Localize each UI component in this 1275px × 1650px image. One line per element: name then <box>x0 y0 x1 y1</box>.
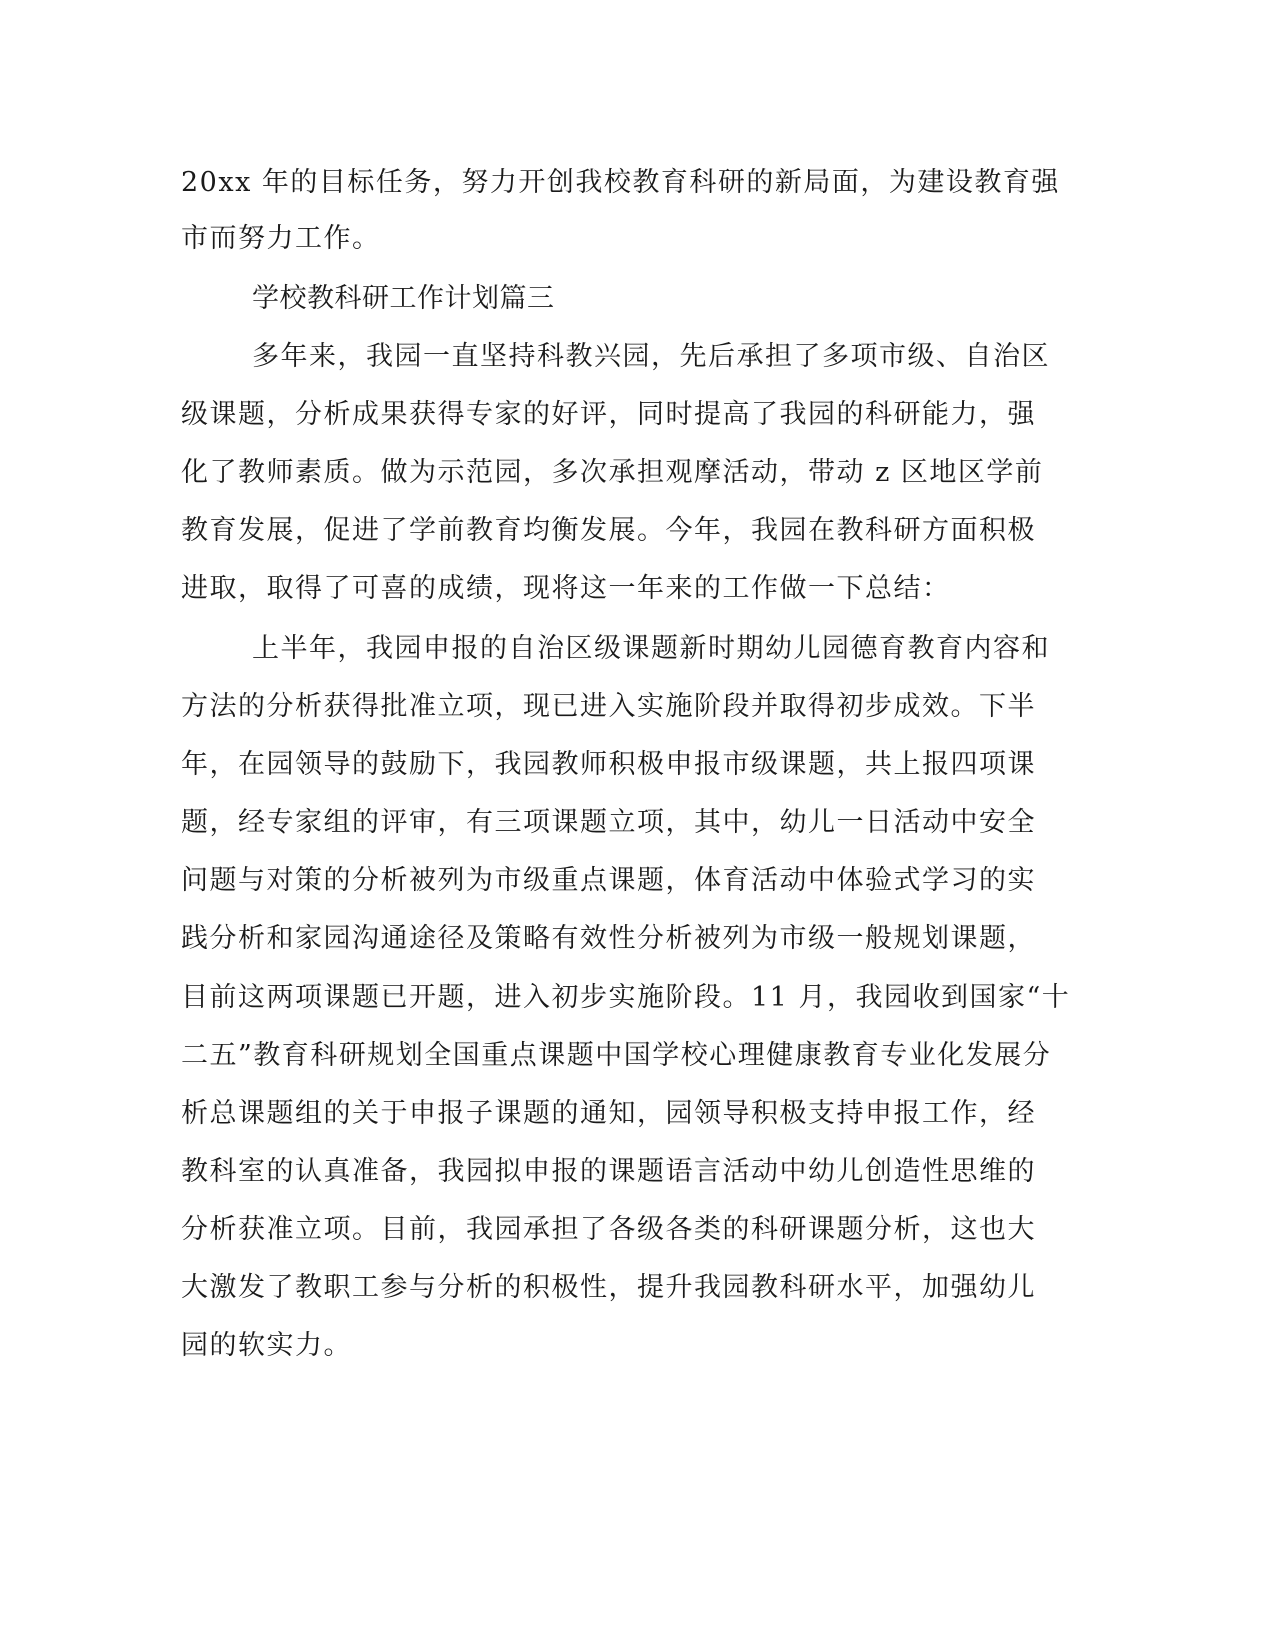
paragraph-line: 教育发展，促进了学前教育均衡发展。今年，我园在教科研方面积极 <box>181 515 1036 546</box>
paragraph-line: 进取，取得了可喜的成绩，现将这一年来的工作做一下总结： <box>181 573 951 604</box>
paragraph-line: 20xx 年的目标任务，努力开创我校教育科研的新局面，为建设教育强 <box>181 167 1060 198</box>
paragraph-line: 市而努力工作。 <box>181 223 381 254</box>
paragraph-line: 上半年，我园申报的自治区级课题新时期幼儿园德育教育内容和 <box>252 633 1050 664</box>
paragraph-line: 践分析和家园沟通途径及策略有效性分析被列为市级一般规划课题， <box>181 923 1036 954</box>
paragraph-line: 多年来，我园一直坚持科教兴园，先后承担了多项市级、自治区 <box>252 341 1050 372</box>
paragraph-line: 年，在园领导的鼓励下，我园教师积极申报市级课题，共上报四项课 <box>181 749 1036 780</box>
paragraph-line: 二五”教育科研规划全国重点课题中国学校心理健康教育专业化发展分 <box>181 1040 1052 1071</box>
paragraph-line: 园的软实力。 <box>181 1330 352 1361</box>
paragraph-line: 级课题，分析成果获得专家的好评，同时提高了我园的科研能力，强 <box>181 399 1036 430</box>
paragraph-line: 目前这两项课题已开题，进入初步实施阶段。11 月，我园收到国家“十 <box>181 982 1071 1013</box>
paragraph-line: 方法的分析获得批准立项，现已进入实施阶段并取得初步成效。下半 <box>181 691 1036 722</box>
paragraph-line: 题，经专家组的评审，有三项课题立项，其中，幼儿一日活动中安全 <box>181 807 1036 838</box>
paragraph-line: 问题与对策的分析被列为市级重点课题，体育活动中体验式学习的实 <box>181 865 1036 896</box>
paragraph-line: 析总课题组的关于申报子课题的通知，园领导积极支持申报工作，经 <box>181 1098 1036 1129</box>
section-heading: 学校教科研工作计划篇三 <box>252 283 555 314</box>
paragraph-line: 教科室的认真准备，我园拟申报的课题语言活动中幼儿创造性思维的 <box>181 1156 1036 1187</box>
paragraph-line: 化了教师素质。做为示范园，多次承担观摩活动，带动 z 区地区学前 <box>181 457 1044 488</box>
paragraph-line: 大激发了教职工参与分析的积极性，提升我园教科研水平，加强幼儿 <box>181 1272 1036 1303</box>
paragraph-line: 分析获准立项。目前，我园承担了各级各类的科研课题分析，这也大 <box>181 1214 1036 1245</box>
